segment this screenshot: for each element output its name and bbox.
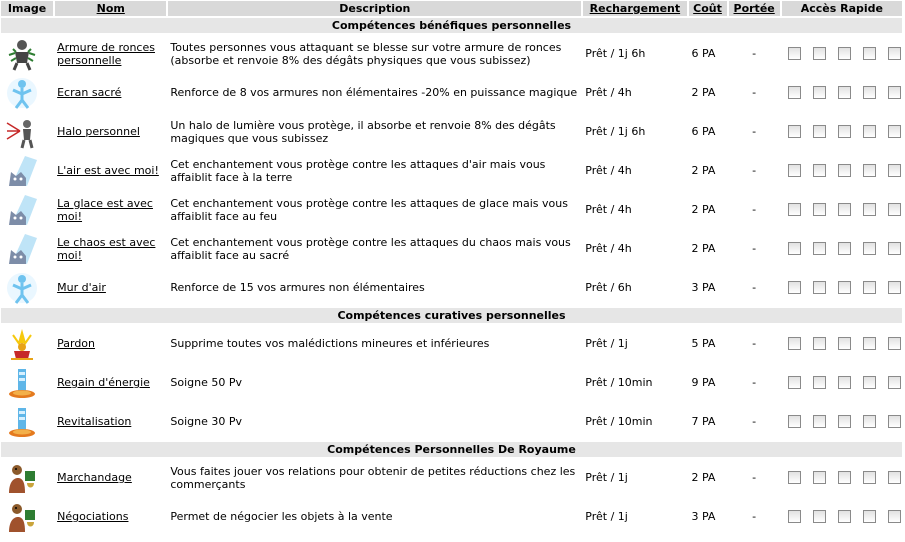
skill-cost: 2 PA — [691, 242, 716, 255]
skill-description: Renforce de 8 vos armures non élémentaires -20% en puissance magique — [170, 86, 578, 99]
skill-image-cell — [1, 191, 53, 228]
skill-name-cell — [55, 113, 166, 150]
skill-name-cell — [55, 459, 166, 496]
light-halo-figure-icon — [5, 115, 39, 149]
skill-range: - — [752, 510, 757, 523]
skill-range: - — [752, 471, 757, 484]
skill-name-link[interactable]: L'air est avec moi! — [57, 164, 159, 177]
skill-description: Cet enchantement vous protège contre les attaques de glace mais vous affaiblit face au feu — [170, 196, 568, 223]
skill-recharge: Prêt / 10min — [585, 376, 653, 389]
skill-range: - — [752, 86, 757, 99]
header-description: Description — [168, 1, 581, 16]
quick-access-checkbox[interactable] — [863, 47, 876, 60]
skill-range: - — [752, 337, 757, 350]
skill-recharge: Prêt / 6h — [585, 281, 632, 294]
quick-access-cell — [782, 403, 902, 440]
skill-image-cell — [1, 403, 53, 440]
quick-access-cell — [782, 230, 902, 267]
skill-description: Vous faites jouer vos relations pour obtenir de petites réductions chez les commerçants — [170, 464, 576, 491]
wolf-shield-icon — [5, 193, 39, 227]
skill-name-link[interactable]: Le chaos est avec moi! — [57, 235, 156, 262]
skill-name-cell — [55, 35, 166, 72]
skill-description: Soigne 30 Pv — [170, 415, 242, 428]
skill-range: - — [752, 376, 757, 389]
quick-access-checkbox[interactable] — [813, 510, 826, 523]
skill-row — [1, 403, 902, 440]
skill-name-link[interactable]: Armure de ronces personnelle — [57, 40, 155, 67]
quick-access-checkbox[interactable] — [838, 125, 851, 138]
quick-access-checkbox[interactable] — [888, 337, 901, 350]
quick-access-checkbox[interactable] — [813, 164, 826, 177]
header-quick-access: Accès Rapide — [782, 1, 902, 16]
quick-access-cell — [782, 152, 902, 189]
quick-access-checkbox[interactable] — [788, 203, 801, 216]
quick-access-checkbox[interactable] — [788, 376, 801, 389]
quick-access-checkbox[interactable] — [863, 415, 876, 428]
quick-access-checkbox[interactable] — [888, 125, 901, 138]
quick-access-checkbox[interactable] — [838, 281, 851, 294]
quick-access-checkbox[interactable] — [813, 415, 826, 428]
skill-recharge: Prêt / 4h — [585, 242, 632, 255]
skill-range: - — [752, 242, 757, 255]
skill-cost: 9 PA — [691, 376, 716, 389]
wolf-shield-icon — [5, 232, 39, 266]
quick-access-checkbox[interactable] — [838, 203, 851, 216]
quick-access-checkbox[interactable] — [788, 242, 801, 255]
skill-description: Permet de négocier les objets à la vente — [170, 510, 393, 523]
quick-access-checkbox[interactable] — [788, 47, 801, 60]
quick-access-checkbox[interactable] — [813, 86, 826, 99]
quick-access-checkbox[interactable] — [888, 510, 901, 523]
skill-description: Cet enchantement vous protège contre les attaques d'air mais vous affaiblit face à la terre — [170, 157, 546, 184]
golden-light-icon — [5, 327, 39, 361]
skill-range: - — [752, 164, 757, 177]
quick-access-checkbox[interactable] — [838, 47, 851, 60]
skill-row — [1, 191, 902, 228]
section-title: Compétences Personnelles De Royaume — [1, 442, 902, 457]
skill-row — [1, 113, 902, 150]
skill-image-cell — [1, 364, 53, 401]
skill-range: - — [752, 281, 757, 294]
merchant-bag-icon — [5, 500, 39, 534]
section-title: Compétences bénéfiques personnelles — [1, 18, 902, 33]
skill-row — [1, 364, 902, 401]
skill-row — [1, 152, 902, 189]
quick-access-checkbox[interactable] — [838, 86, 851, 99]
skill-recharge: Prêt / 4h — [585, 203, 632, 216]
quick-access-checkbox[interactable] — [788, 510, 801, 523]
quick-access-checkbox[interactable] — [863, 203, 876, 216]
skill-image-cell — [1, 459, 53, 496]
quick-access-checkbox[interactable] — [838, 415, 851, 428]
skill-name-cell — [55, 364, 166, 401]
skill-row — [1, 74, 902, 111]
quick-access-checkbox[interactable] — [838, 164, 851, 177]
skill-row — [1, 459, 902, 496]
header-name-sort[interactable]: Nom — [55, 1, 166, 16]
quick-access-checkbox[interactable] — [813, 376, 826, 389]
quick-access-checkbox[interactable] — [813, 47, 826, 60]
skill-range: - — [752, 125, 757, 138]
skill-name-link[interactable]: Revitalisation — [57, 415, 132, 428]
holy-aura-figure-icon — [5, 76, 39, 110]
quick-access-checkbox[interactable] — [863, 242, 876, 255]
skill-recharge: Prêt / 10min — [585, 415, 653, 428]
skill-name-link[interactable]: Pardon — [57, 337, 96, 350]
quick-access-checkbox[interactable] — [863, 471, 876, 484]
quick-access-checkbox[interactable] — [788, 471, 801, 484]
quick-access-checkbox[interactable] — [888, 242, 901, 255]
quick-access-checkbox[interactable] — [788, 281, 801, 294]
quick-access-checkbox[interactable] — [838, 471, 851, 484]
skill-row — [1, 230, 902, 267]
skill-name-cell — [55, 152, 166, 189]
quick-access-checkbox[interactable] — [863, 510, 876, 523]
skill-image-cell — [1, 74, 53, 111]
skill-cost: 7 PA — [691, 415, 716, 428]
skill-name-cell — [55, 230, 166, 267]
header-row — [1, 1, 902, 16]
quick-access-checkbox[interactable] — [863, 281, 876, 294]
quick-access-checkbox[interactable] — [788, 125, 801, 138]
quick-access-checkbox[interactable] — [863, 86, 876, 99]
quick-access-cell — [782, 325, 902, 362]
quick-access-checkbox[interactable] — [788, 164, 801, 177]
skill-name-cell — [55, 191, 166, 228]
section-header-row — [1, 442, 902, 457]
skill-cost: 6 PA — [691, 125, 716, 138]
skill-name-link[interactable]: Mur d'air — [57, 281, 106, 294]
skill-recharge: Prêt / 4h — [585, 86, 632, 99]
skill-recharge: Prêt / 1j 6h — [585, 47, 646, 60]
wolf-shield-icon — [5, 154, 39, 188]
skill-name-cell — [55, 498, 166, 535]
quick-access-checkbox[interactable] — [813, 471, 826, 484]
skill-image-cell — [1, 113, 53, 150]
quick-access-cell — [782, 74, 902, 111]
skill-cost: 6 PA — [691, 47, 716, 60]
skill-cost: 5 PA — [691, 337, 716, 350]
skill-name-link[interactable]: Ecran sacré — [57, 86, 122, 99]
section-header-row — [1, 18, 902, 33]
skill-name-link[interactable]: Marchandage — [57, 471, 132, 484]
skill-range: - — [752, 47, 757, 60]
header-recharge-sort[interactable]: Rechargement — [583, 1, 686, 16]
skill-range: - — [752, 415, 757, 428]
quick-access-checkbox[interactable] — [888, 415, 901, 428]
merchant-bag-icon — [5, 461, 39, 495]
quick-access-checkbox[interactable] — [863, 125, 876, 138]
skill-description: Un halo de lumière vous protège, il absorbe et renvoie 8% des dégâts magiques que vous subissez — [170, 118, 556, 145]
quick-access-checkbox[interactable] — [888, 281, 901, 294]
quick-access-checkbox[interactable] — [888, 86, 901, 99]
skill-image-cell — [1, 325, 53, 362]
skill-cost: 3 PA — [691, 510, 716, 523]
quick-access-checkbox[interactable] — [838, 376, 851, 389]
quick-access-checkbox[interactable] — [888, 471, 901, 484]
skill-cost: 2 PA — [691, 164, 716, 177]
quick-access-checkbox[interactable] — [813, 281, 826, 294]
header-cost-sort[interactable]: Coût — [689, 1, 727, 16]
skill-row — [1, 269, 902, 306]
quick-access-cell — [782, 364, 902, 401]
skill-name-cell — [55, 325, 166, 362]
skill-name-link[interactable]: La glace est avec moi! — [57, 196, 153, 223]
healing-pillar-icon — [5, 405, 39, 439]
healing-pillar-icon — [5, 366, 39, 400]
quick-access-checkbox[interactable] — [788, 86, 801, 99]
skill-name-cell — [55, 74, 166, 111]
quick-access-checkbox[interactable] — [788, 337, 801, 350]
skill-recharge: Prêt / 1j 6h — [585, 125, 646, 138]
quick-access-checkbox[interactable] — [813, 337, 826, 350]
quick-access-checkbox[interactable] — [863, 337, 876, 350]
skill-row — [1, 498, 902, 535]
quick-access-checkbox[interactable] — [888, 164, 901, 177]
skill-row — [1, 325, 902, 362]
quick-access-cell — [782, 498, 902, 535]
quick-access-checkbox[interactable] — [863, 164, 876, 177]
thorn-armor-figure-icon — [5, 37, 39, 71]
quick-access-checkbox[interactable] — [788, 415, 801, 428]
skill-image-cell — [1, 230, 53, 267]
quick-access-checkbox[interactable] — [863, 376, 876, 389]
skill-description: Renforce de 15 vos armures non élémentaires — [170, 281, 425, 294]
section-header-row — [1, 308, 902, 323]
skill-description: Cet enchantement vous protège contre les attaques du chaos mais vous affaiblit face au sacré — [170, 235, 571, 262]
quick-access-cell — [782, 191, 902, 228]
quick-access-cell — [782, 459, 902, 496]
quick-access-checkbox[interactable] — [888, 376, 901, 389]
header-range-sort[interactable]: Portée — [729, 1, 780, 16]
skill-recharge: Prêt / 1j — [585, 337, 628, 350]
section-title: Compétences curatives personnelles — [1, 308, 902, 323]
quick-access-cell — [782, 35, 902, 72]
skill-recharge: Prêt / 1j — [585, 510, 628, 523]
skill-cost: 3 PA — [691, 281, 716, 294]
skill-image-cell — [1, 269, 53, 306]
skill-range: - — [752, 203, 757, 216]
quick-access-cell — [782, 269, 902, 306]
quick-access-checkbox[interactable] — [838, 242, 851, 255]
quick-access-checkbox[interactable] — [838, 510, 851, 523]
quick-access-checkbox[interactable] — [888, 203, 901, 216]
quick-access-cell — [782, 113, 902, 150]
skill-recharge: Prêt / 4h — [585, 164, 632, 177]
skill-image-cell — [1, 35, 53, 72]
quick-access-checkbox[interactable] — [813, 203, 826, 216]
skill-row — [1, 35, 902, 72]
skill-name-link[interactable]: Négociations — [57, 510, 129, 523]
skill-description: Supprime toutes vos malédictions mineures et inférieures — [170, 337, 490, 350]
skill-name-link[interactable]: Regain d'énergie — [57, 376, 150, 389]
quick-access-checkbox[interactable] — [813, 242, 826, 255]
holy-aura-figure-icon — [5, 271, 39, 305]
skill-name-link[interactable]: Halo personnel — [57, 125, 140, 138]
quick-access-checkbox[interactable] — [888, 47, 901, 60]
skill-image-cell — [1, 152, 53, 189]
quick-access-checkbox[interactable] — [813, 125, 826, 138]
skill-description: Toutes personnes vous attaquant se blesse sur votre armure de ronces (absorbe et renvoie 8% des dégâts physiques que vous subissez) — [170, 40, 562, 67]
skill-name-cell — [55, 269, 166, 306]
skill-cost: 2 PA — [691, 471, 716, 484]
quick-access-checkbox[interactable] — [838, 337, 851, 350]
skill-recharge: Prêt / 1j — [585, 471, 628, 484]
skill-image-cell — [1, 498, 53, 535]
header-image: Image — [1, 1, 53, 16]
skill-cost: 2 PA — [691, 86, 716, 99]
skill-description: Soigne 50 Pv — [170, 376, 242, 389]
skill-name-cell — [55, 403, 166, 440]
skill-cost: 2 PA — [691, 203, 716, 216]
